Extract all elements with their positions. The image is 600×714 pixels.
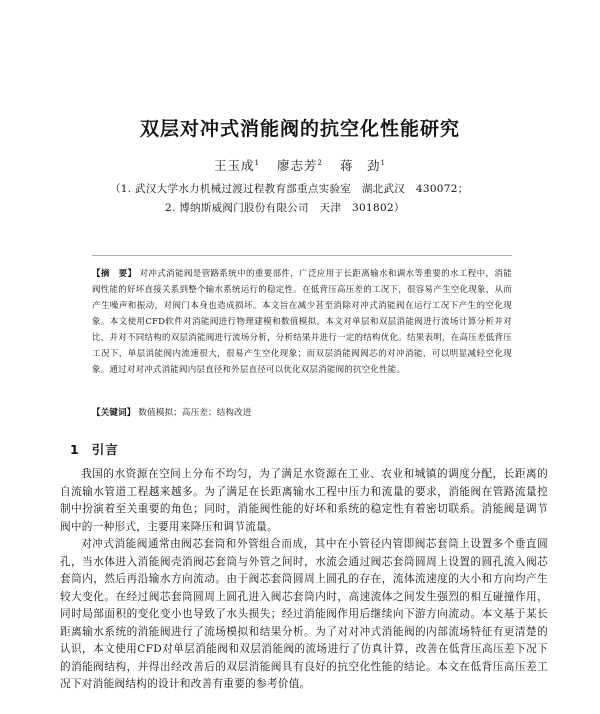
- affiliation: （1. 武汉大学水力机械过渡过程教育部重点实验室 湖北武汉 430072；: [110, 183, 469, 195]
- body-text: [60, 466, 548, 694]
- abstract-text: 对冲式消能阀是管路系统中的重要部件，广泛应用于长距离输水和调水等重要的水工程中，消能阀性能的好坏直接关系到整个输水系统运行的稳定性。在低背压高压差的工况下，很容易产生空化现象，从而产生噪声和振动，对阀门本身也造成损坏。本文旨在减少甚至消除对冲式消能阀在运行工况下产生的空化现象。本文使用CFD软件对消能阀进行物理建模和数值模拟。本文对单层和双层消能阀进行流场计算分析并对比，并对不同结构的双层消能阀进行流场分析，分析结果并进行一定的结构优化。结果表明，在高压差低背压工况下，单层消能阀内流速很大，很易产生空化现象；而双层消能阀阀芯的对冲消能，可以明显减轻空化现象。通过对对冲式消能阀内层直径和外层直径可以优化双层消能阀的抗空化性能。: [92, 269, 512, 375]
- affiliation: 2. 博纳斯威阀门股份有限公司 天津 301802）: [165, 202, 405, 214]
- author: 王玉成$^1$: [214, 158, 261, 173]
- paragraph: 我国的水资源在空间上分布不均匀，为了满足水资源在工业、农业和城镇的调度分配，长距离的自流输水管道工程越来越多。为了满足在长距离输水工程中压力和流量的要求，消能阀在管路流量控制中扮演着至关重要的角色；同时，消能阀性能的好坏和系统的稳定性有着密切联系。消能阀是调节阀中的一种形式，主要用来降压和调节流量。: [60, 468, 548, 533]
- author: 蒋 劲$^1$: [339, 158, 386, 173]
- section-title: 引言: [91, 442, 119, 457]
- abstract: [92, 266, 512, 378]
- keywords-label: 【关键词】: [92, 408, 136, 418]
- section-number: 1: [70, 442, 80, 457]
- paper-title: 双层对冲式消能阀的抗空化性能研究: [139, 118, 460, 140]
- author: 廖志芳$^2$: [277, 158, 323, 173]
- section-heading: [70, 440, 119, 458]
- divider: [92, 255, 512, 256]
- keywords-text: 数值模拟；高压差；结构改进: [138, 408, 252, 418]
- paragraph: 对冲式消能阀通常由阀芯套筒和外管组合而成，其中在小管径内管即阀芯套筒上设置多个垂直圆孔，当水体进入消能阀壳消阀芯套筒与外管之间时，水流会通过阀芯套筒圆周上设置的圆孔流入阀芯套筒内，然后再沿输水方向流动。由于阀芯套筒圆周上圆孔的存在，流体流速度的大小和方向均产生较大变化。在经过阀芯套筒圆周上圆孔进入阀芯套筒内时，高速流体之间发生强烈的相互碰撞作用，同时局部面积的变化变小也导致了水头损失；经过消能阀作用后继续向下游方向流动。本文基于某长距离输水系统的消能阀进行了流场模拟和结果分析。为了对对冲式消能阀的内部流场特征有更清楚的认识，本文使用CFD对单层消能阀和双层消能阀的流场进行了仿真计算，改善在低背压高压差下况下的消能阀结构，并得出经改善后的双层消能阀具有良好的抗空化性能的结论。本文在低背压高压差工况下对消能阀结构的设计和改善有重要的参考价值。: [60, 538, 548, 690]
- abstract-label: 【摘 要】: [92, 269, 137, 279]
- author-line: [0, 156, 600, 174]
- keywords: [92, 406, 512, 418]
